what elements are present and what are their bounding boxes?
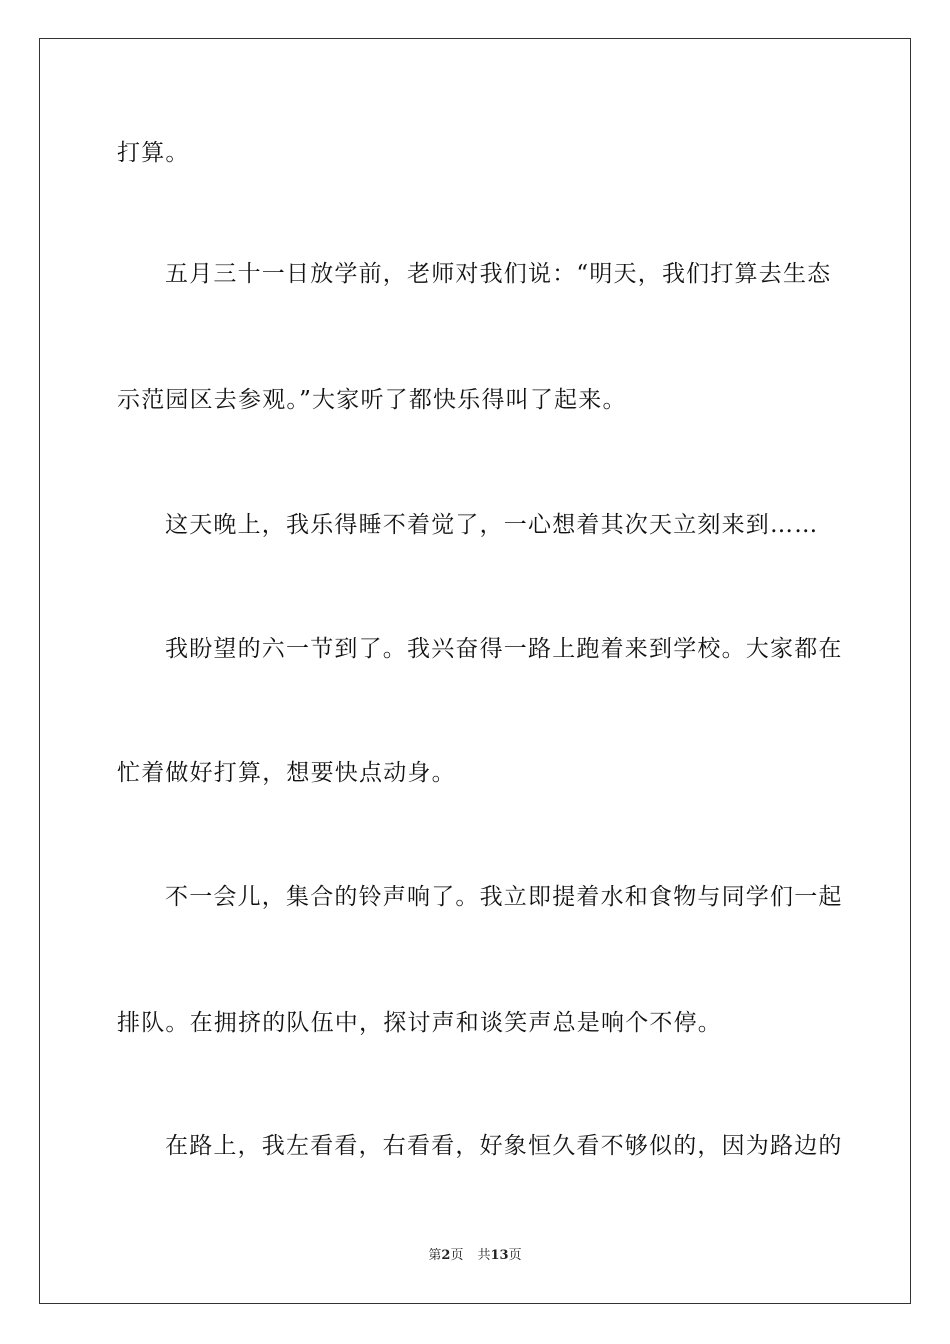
footer-total-suffix: 页 bbox=[508, 1248, 522, 1263]
text-line-2: 五月三十一日放学前，老师对我们说：“明天，我们打算去生态 bbox=[165, 261, 832, 287]
text-line-8: 排队。在拥挤的队伍中，探讨声和谈笑声总是响个不停。 bbox=[117, 1010, 722, 1036]
text-line-7: 不一会儿，集合的铃声响了。我立即提着水和食物与同学们一起 bbox=[165, 884, 843, 910]
page-frame bbox=[39, 38, 911, 1304]
text-line-4: 这天晚上，我乐得睡不着觉了，一心想着其次天立刻来到…… bbox=[165, 512, 819, 538]
footer-total-prefix: 共 bbox=[477, 1248, 491, 1263]
text-line-9: 在路上，我左看看，右看看，好象恒久看不够似的，因为路边的 bbox=[165, 1133, 843, 1159]
page-footer bbox=[0, 1247, 950, 1265]
text-line-5: 我盼望的六一节到了。我兴奋得一路上跑着来到学校。大家都在 bbox=[165, 636, 843, 662]
footer-page-prefix: 第 bbox=[428, 1248, 442, 1263]
footer-page-suffix: 页 bbox=[450, 1248, 464, 1263]
footer-page-number: 2 bbox=[441, 1248, 451, 1263]
text-line-6: 忙着做好打算，想要快点动身。 bbox=[117, 760, 456, 786]
footer-total-pages: 13 bbox=[490, 1248, 509, 1263]
text-line-1: 打算。 bbox=[117, 140, 190, 166]
text-line-3: 示范园区去参观。”大家听了都快乐得叫了起来。 bbox=[117, 387, 627, 413]
